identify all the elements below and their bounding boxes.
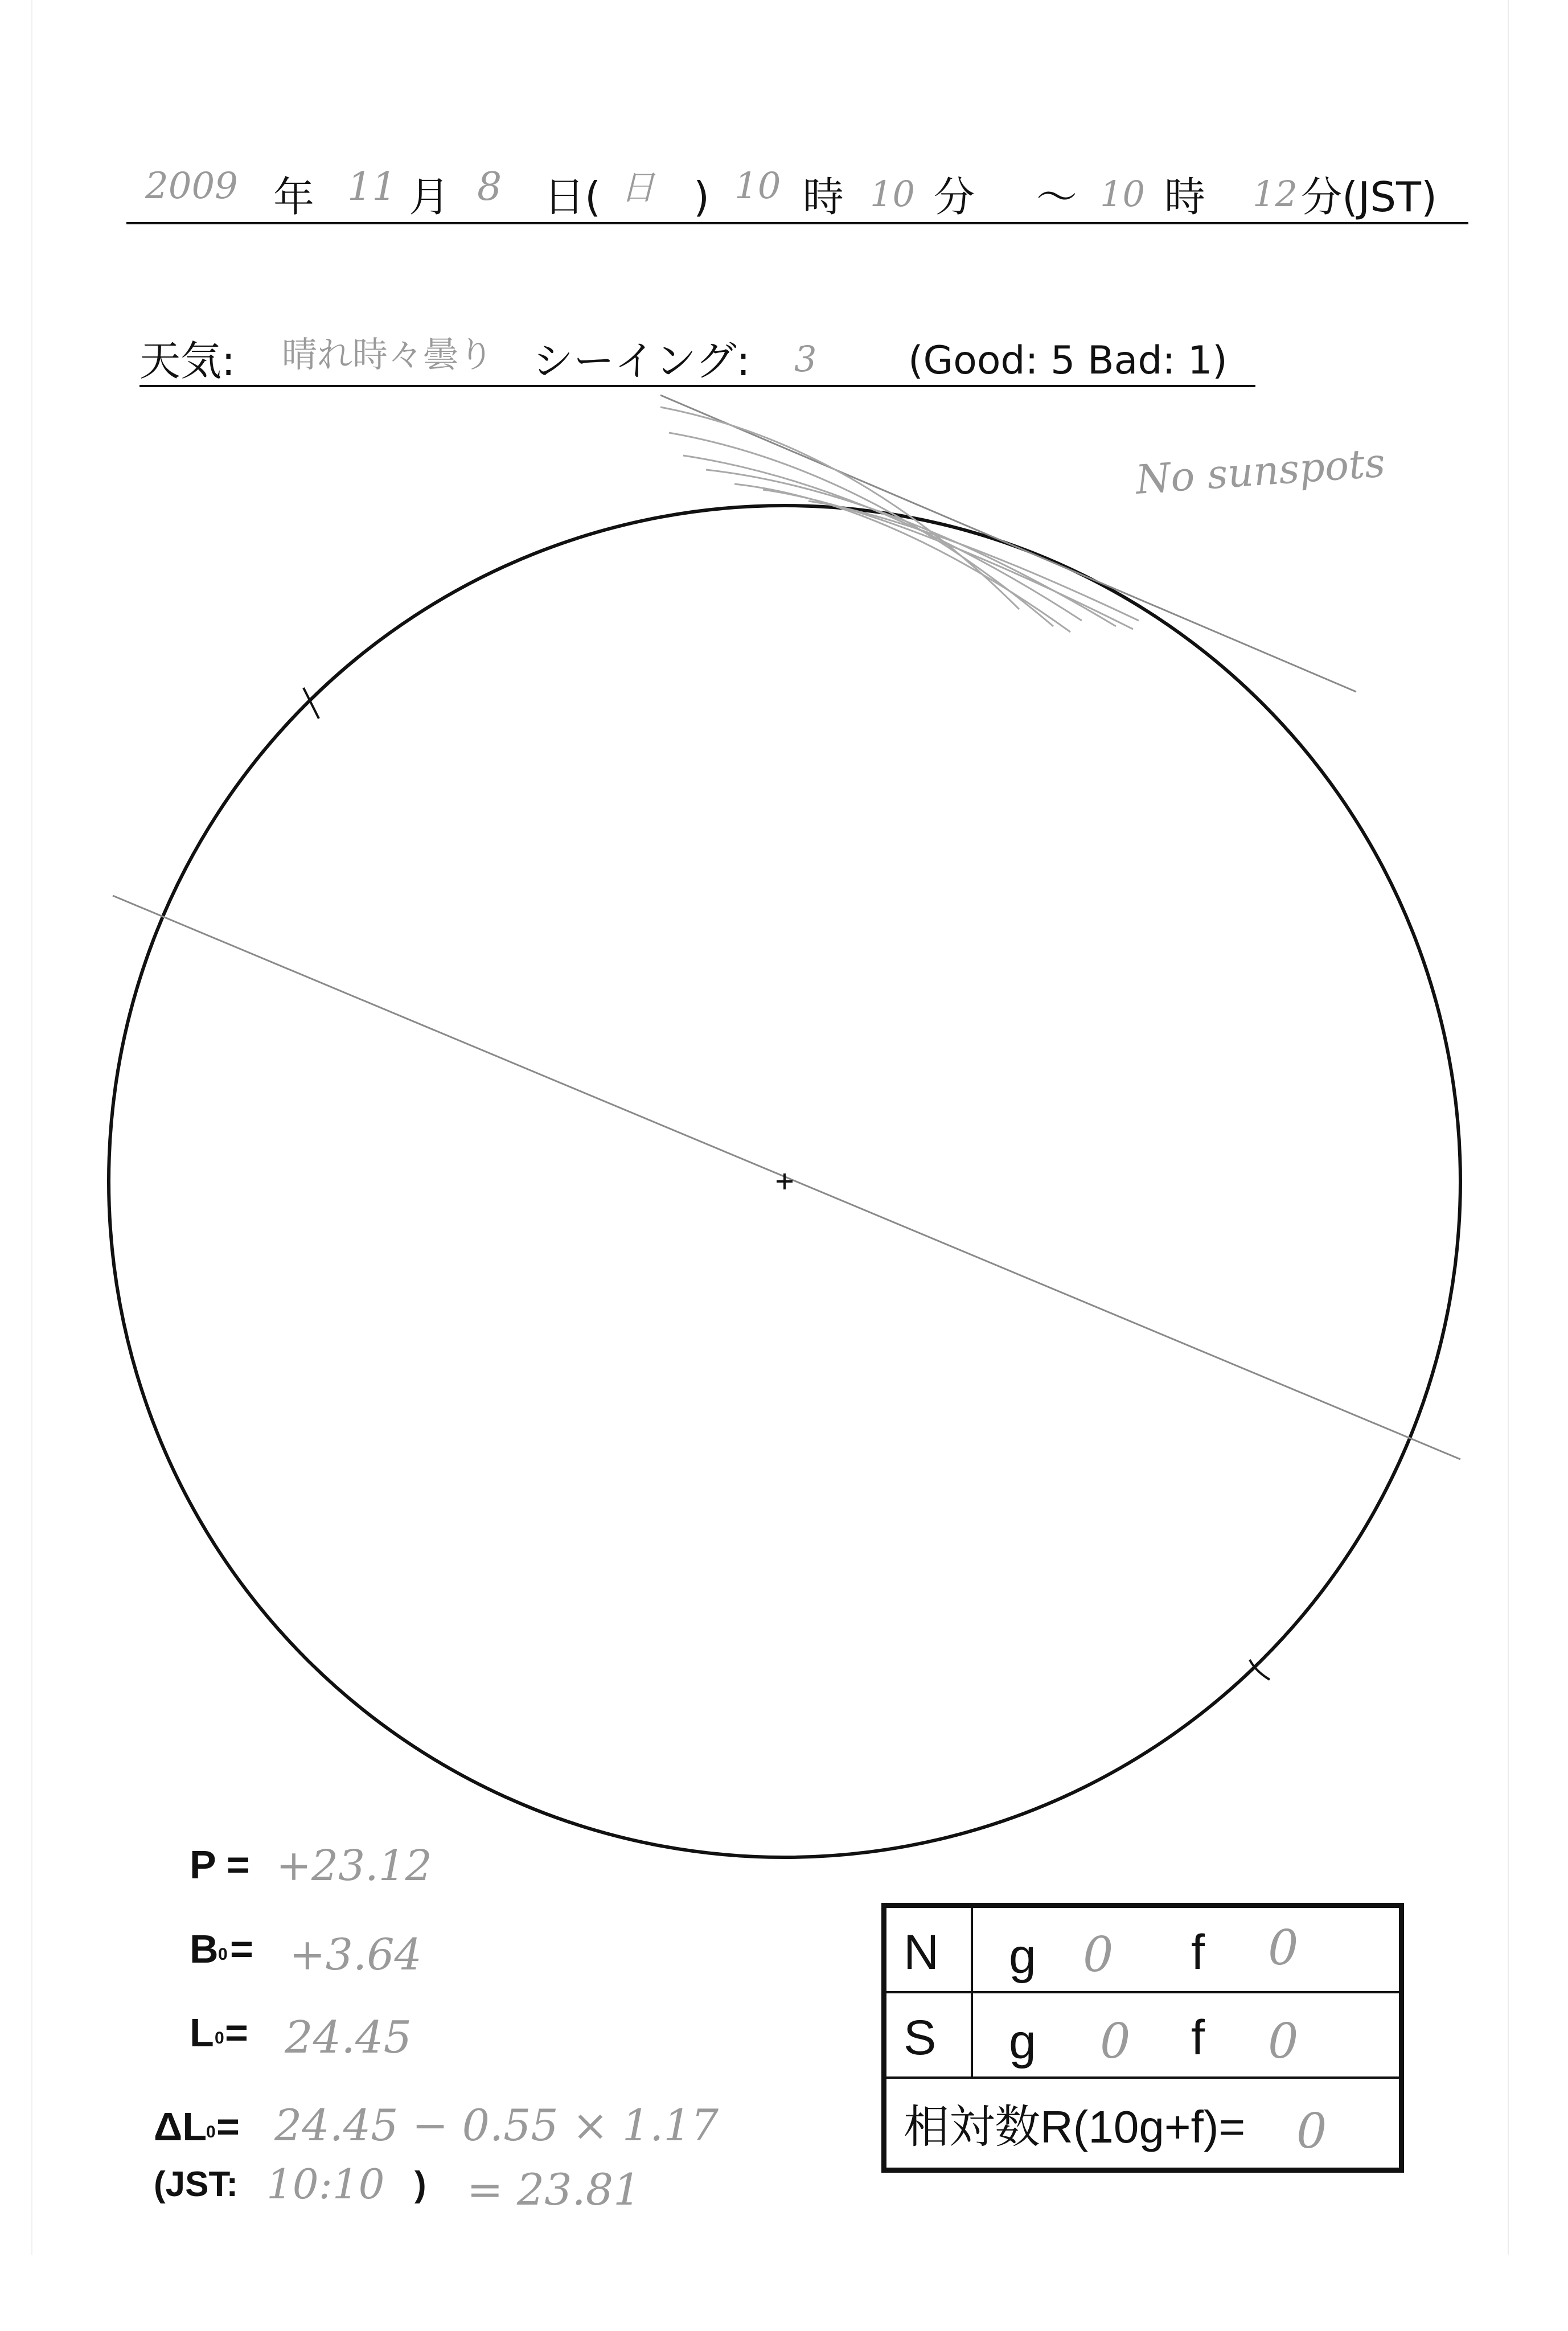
south-g-value: 0 xyxy=(1100,2013,1131,2069)
seeing-scale: (Good: 5 Bad: 1) xyxy=(908,338,1228,383)
seeing-label: シーイング: xyxy=(532,337,750,385)
delta-l0-equals: = xyxy=(216,2104,240,2149)
l0-value: 24.45 xyxy=(285,2012,412,2063)
start-hour-label: 時 xyxy=(803,173,844,221)
p-label: P = xyxy=(190,1842,250,1887)
south-g-label: g xyxy=(1009,2014,1036,2069)
jst-value: 10:10 xyxy=(266,2160,385,2208)
l0-subscript: 0 xyxy=(215,2029,224,2047)
end-min-value: 12 xyxy=(1253,173,1298,215)
north-f-value: 0 xyxy=(1268,1920,1299,1976)
north-g-value: 0 xyxy=(1083,1927,1114,1983)
tangent-line xyxy=(660,395,1356,692)
b0-value: +3.64 xyxy=(289,1929,422,1980)
relative-number-value: 0 xyxy=(1296,2103,1327,2159)
south-f-value: 0 xyxy=(1268,2013,1299,2069)
seeing-value: 3 xyxy=(794,338,817,380)
north-g-label: g xyxy=(1009,1929,1036,1984)
month-label: 月 xyxy=(409,173,450,221)
start-hour-value: 10 xyxy=(734,165,781,207)
north-label: N xyxy=(904,1925,939,1980)
day-label: 日( xyxy=(544,173,601,221)
end-hour-value: 10 xyxy=(1100,173,1145,215)
b0-label: B xyxy=(190,1927,219,1971)
start-min-label: 分 xyxy=(934,173,975,221)
end-min-label: 分(JST) xyxy=(1301,173,1438,221)
jst-close: ) xyxy=(414,2165,426,2204)
year-value: 2009 xyxy=(145,165,238,207)
south-f-label: f xyxy=(1191,2010,1205,2065)
weekday-close: ) xyxy=(693,173,710,221)
delta-l0-expression: 24.45 − 0.55 × 1.17 xyxy=(274,2100,719,2151)
end-hour-label: 時 xyxy=(1164,173,1206,221)
sunspot-count-table xyxy=(881,1903,1404,2173)
weekday-value: 日 xyxy=(621,168,655,208)
delta-l0-label: ΔL xyxy=(154,2104,207,2149)
no-sunspots-note: No sunspots xyxy=(1134,439,1387,503)
l0-equals: = xyxy=(225,2010,248,2055)
north-row xyxy=(886,1908,1399,1993)
south-label: S xyxy=(904,2010,937,2065)
l0-label: L xyxy=(190,2010,214,2055)
south-row xyxy=(886,1993,1399,2079)
delta-l0-result: = 23.81 xyxy=(467,2164,641,2215)
jst-label: (JST: xyxy=(154,2165,239,2204)
delta-l0-subscript: 0 xyxy=(206,2123,216,2141)
p-value: +23.12 xyxy=(276,1841,432,1890)
center-cross xyxy=(777,1173,793,1189)
hatch-strokes xyxy=(660,407,1139,632)
south-row-separator xyxy=(971,1993,973,2076)
start-min-value: 10 xyxy=(870,173,915,215)
relative-number-label: 相対数R(10g+f)= xyxy=(904,2102,1246,2152)
north-row-separator xyxy=(971,1908,973,1993)
day-value: 8 xyxy=(477,165,502,210)
year-label: 年 xyxy=(273,173,315,221)
relative-number-row xyxy=(886,2079,1399,2168)
b0-equals: = xyxy=(230,1927,253,1971)
weather-value: 晴れ時々曇り xyxy=(282,334,494,375)
north-f-label: f xyxy=(1191,1925,1205,1980)
b0-subscript: 0 xyxy=(218,1945,228,1964)
equator-line xyxy=(113,896,1460,1459)
weather-label: 天気: xyxy=(139,337,236,385)
tilde: 〜 xyxy=(1036,173,1078,221)
month-value: 11 xyxy=(347,165,397,210)
